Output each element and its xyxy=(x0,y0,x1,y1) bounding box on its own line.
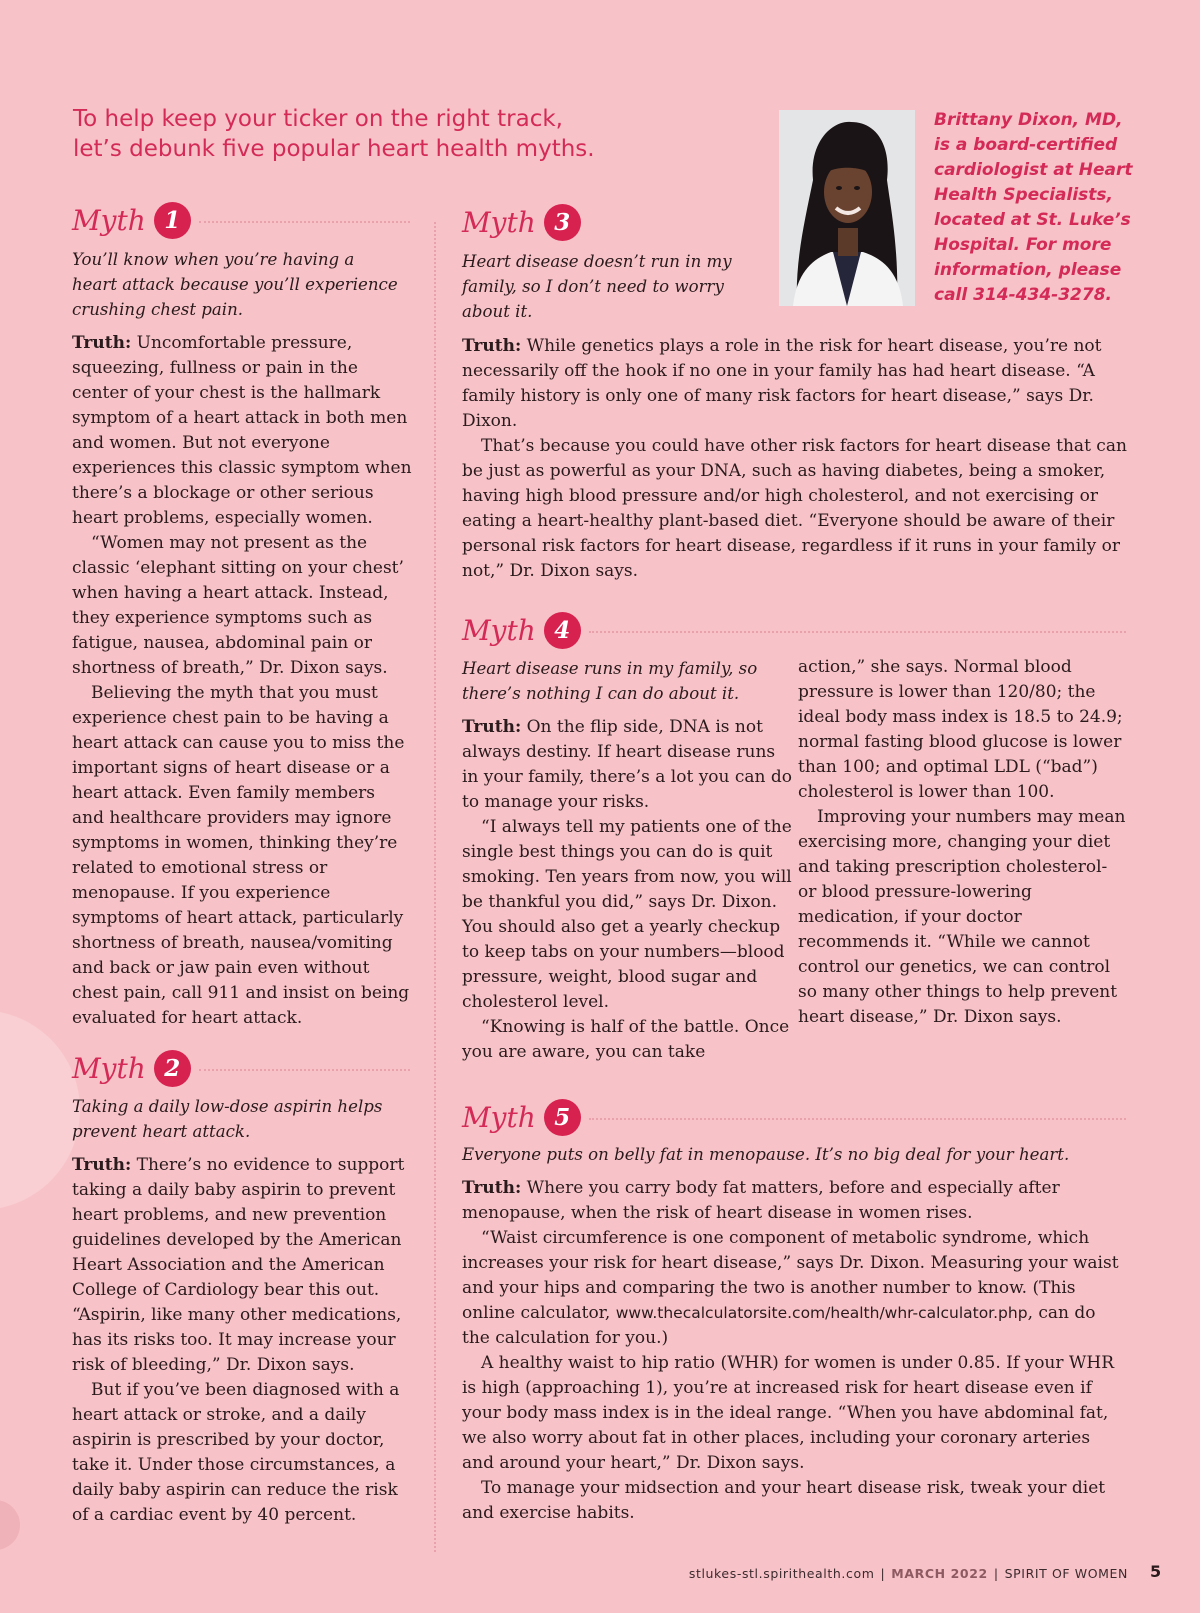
page-footer xyxy=(689,1566,1128,1581)
body-paragraph: “Women may not present as the classic ‘elephant sitting on your chest’ when having a heart attack. Instead, they experience symptoms such as fatigue, nausea, abdominal pain or shortness of breath,” Dr. Dixon says. xyxy=(72,533,404,678)
calculator-link[interactable]: www.thecalculatorsite.com/health/whr-calculator.php xyxy=(615,1304,1028,1322)
myth-number-badge: 1 xyxy=(154,202,191,239)
body-paragraph: Improving your numbers may mean exercising more, changing your diet and taking prescription cholesterol- or blood pressure-lowering medication, if your doctor recommends it. “While we cannot control our genetics, we can control so many other things to help prevent heart disease,” Dr. Dixon says. xyxy=(798,807,1126,1027)
truth-label: Truth: xyxy=(72,333,132,353)
myth-2-body xyxy=(72,1153,410,1528)
truth-paragraph xyxy=(462,1176,1124,1226)
footer-separator: | xyxy=(993,1566,999,1581)
truth-text: While genetics plays a role in the risk for heart disease, you’re not necessarily off the hook if no one in your family has had heart disease. “A family history is only one of many risk factors for heart disease,” says Dr. Dixon. xyxy=(462,336,1102,431)
myth-4-statement: Heart disease runs in my family, so there’s nothing I can do about it. xyxy=(462,659,758,703)
truth-label: Truth: xyxy=(462,336,522,356)
dotted-rule xyxy=(589,1118,1126,1120)
doctor-portrait-illustration xyxy=(779,110,915,306)
page-number: 5 xyxy=(1150,1562,1162,1581)
bio-line: Brittany Dixon, MD, xyxy=(934,110,1123,130)
truth-text: On the flip side, DNA is not always destiny. If heart disease runs in your family, there’s a lot you can do to manage your risks. xyxy=(462,717,793,812)
myth-label: Myth xyxy=(462,613,536,647)
myth-4-heading xyxy=(462,608,1126,652)
bio-line: is a board-certified xyxy=(934,135,1118,155)
bio-line: information, please xyxy=(934,260,1122,280)
truth-paragraph xyxy=(462,334,1152,434)
dotted-rule xyxy=(199,1069,410,1071)
intro-heading xyxy=(73,104,713,164)
myth-label: Myth xyxy=(462,1100,536,1134)
body-text-segment: “Waist circumference is one component of metabolic syndrome, which increases your risk for heart disease,” says Dr. Dixon. Measuring your waist and your hips and comparing the two is another number to know. (This online calculator, xyxy=(462,1228,1119,1323)
bio-line: Health Specialists, xyxy=(934,185,1113,205)
dotted-rule xyxy=(199,221,410,223)
truth-paragraph xyxy=(462,715,792,815)
body-paragraph: “I always tell my patients one of the single best things you can do is quit smoking. Ten years from now, you will be thankful you did,” says Dr. Dixon. You should also get a yearly checkup to keep tabs on your numbers—blood pressure, weight, blood sugar and cholesterol level. xyxy=(462,817,792,1012)
myth-4-body-left xyxy=(462,715,792,1065)
body-text-segment: , can do the calculation for you.) xyxy=(462,1303,1096,1348)
dotted-rule xyxy=(589,631,1126,633)
myth-4-body-right xyxy=(798,655,1128,1030)
footer-site: stlukes-stl.spirithealth.com xyxy=(688,1566,875,1581)
myth-1-heading xyxy=(72,198,410,242)
bio-line: Hospital. For more xyxy=(934,235,1112,255)
footer-separator: | xyxy=(880,1566,886,1581)
myth-number-badge: 3 xyxy=(544,204,581,241)
myth-2-statement: Taking a daily low-dose aspirin helps prevent heart attack. xyxy=(72,1097,383,1141)
myth-number-badge: 2 xyxy=(154,1050,191,1087)
truth-text: Uncomfortable pressure, squeezing, fullness or pain in the center of your chest is the hallmark symptom of a heart attack in both men and women. But not everyone experiences this classic symptom when there’s a blockage or other serious heart problems, especially women. xyxy=(72,333,412,528)
myth-label: Myth xyxy=(72,203,146,237)
myth-3-statement: Heart disease doesn’t run in my family, so I don’t need to worry about it. xyxy=(462,252,732,321)
decorative-dot xyxy=(0,1500,20,1550)
doctor-bio xyxy=(934,108,1134,308)
myth-3-body xyxy=(462,334,1152,584)
body-paragraph: But if you’ve been diagnosed with a heart attack or stroke, and a daily aspirin is prescribed by your doctor, take it. Under those circumstances, a daily baby aspirin can reduce the risk of a cardiac event by 40 percent. xyxy=(72,1380,400,1525)
truth-text: Where you carry body fat matters, before and especially after menopause, when the risk of heart disease in women rises. xyxy=(462,1178,1060,1223)
intro-line-1: To help keep your ticker on the right track, xyxy=(73,106,563,132)
bio-line: located at St. Luke’s xyxy=(934,210,1131,230)
myth-label: Myth xyxy=(72,1051,146,1085)
myth-number-badge: 4 xyxy=(544,612,581,649)
body-paragraph xyxy=(462,1226,1124,1351)
myth-1-statement: You’ll know when you’re having a heart attack because you’ll experience crushing chest pain. xyxy=(72,250,398,319)
doctor-portrait xyxy=(779,110,915,306)
truth-label: Truth: xyxy=(462,1178,522,1198)
body-paragraph-continued: action,” she says. Normal blood pressure is lower than 120/80; the ideal body mass index is 18.5 to 24.9; normal fasting blood glucose is lower than 100; and optimal LDL (“bad”) cholesterol is lower than 100. xyxy=(798,657,1123,802)
myth-5-body xyxy=(462,1176,1124,1526)
myth-2-heading xyxy=(72,1046,410,1090)
intro-line-2: let’s debunk five popular heart health myths. xyxy=(73,136,595,162)
myth-1-body xyxy=(72,331,412,1031)
truth-paragraph xyxy=(72,1153,410,1378)
body-paragraph: A healthy waist to hip ratio (WHR) for women is under 0.85. If your WHR is high (approaching 1), you’re at increased risk for heart disease even if your body mass index is in the ideal range. “When you have abdominal fat, we also worry about fat in other places, including your coronary arteries and around your heart,” Dr. Dixon says. xyxy=(462,1353,1115,1473)
footer-issue-date: MARCH 2022 xyxy=(891,1566,988,1581)
footer-publication: SPIRIT OF WOMEN xyxy=(1004,1566,1128,1581)
myth-3-heading xyxy=(462,200,772,244)
myth-label: Myth xyxy=(462,205,536,239)
decorative-circle xyxy=(0,1010,80,1210)
body-paragraph: That’s because you could have other risk factors for heart disease that can be just as powerful as your DNA, such as having diabetes, being a smoker, having high blood pressure and/or high cholesterol, and not exercising or eating a heart-healthy plant-based diet. “Everyone should be aware of their personal risk factors for heart disease, regardless if it runs in your family or not,” Dr. Dixon says. xyxy=(462,436,1127,581)
body-paragraph: Believing the myth that you must experience chest pain to be having a heart attack can cause you to miss the important signs of heart disease or a heart attack. Even family members and healthcare providers may ignore symptoms in women, thinking they’re related to emotional stress or menopause. If you experience symptoms of heart attack, particularly shortness of breath, nausea/vomiting and back or jaw pain even without chest pain, call 911 and insist on being evaluated for heart attack. xyxy=(72,683,410,1028)
body-paragraph: To manage your midsection and your heart disease risk, tweak your diet and exercise habits. xyxy=(462,1478,1106,1523)
truth-label: Truth: xyxy=(462,717,522,737)
column-divider xyxy=(434,222,436,1552)
myth-5-statement: Everyone puts on belly fat in menopause. It’s no big deal for your heart. xyxy=(462,1145,1070,1164)
truth-paragraph xyxy=(72,331,412,531)
truth-label: Truth: xyxy=(72,1155,132,1175)
bio-line-phone: call 314-434-3278. xyxy=(934,285,1112,305)
body-paragraph: “Knowing is half of the battle. Once you are aware, you can take xyxy=(462,1017,790,1062)
truth-text: There’s no evidence to support taking a daily baby aspirin to prevent heart problems, and new prevention guidelines developed by the American Heart Association and the American College of Cardiology bear this out. “Aspirin, like many other medications, has its risks too. It may increase your risk of bleeding,” Dr. Dixon says. xyxy=(72,1155,405,1375)
myth-5-heading xyxy=(462,1095,1126,1139)
bio-line: cardiologist at Heart xyxy=(934,160,1133,180)
myth-number-badge: 5 xyxy=(544,1099,581,1136)
